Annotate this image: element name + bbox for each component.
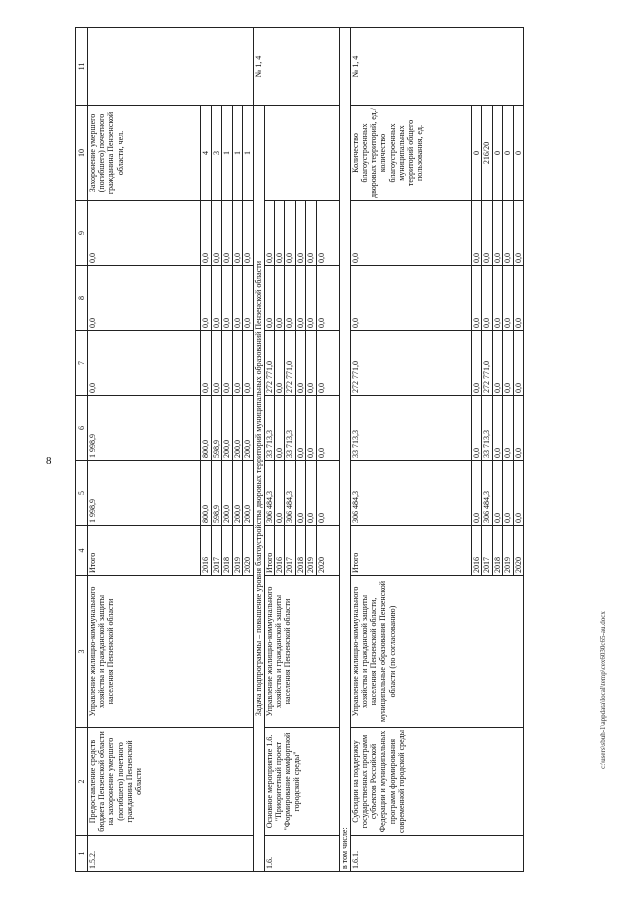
header-cell: 4 [76, 526, 88, 576]
amount-cell: 0,0 [471, 396, 482, 461]
amount-cell: 0,0 [316, 461, 339, 526]
amount-cell: 800,0 [201, 461, 212, 526]
amount-cell: 272 771,0 [482, 331, 493, 396]
header-cell: 7 [76, 331, 88, 396]
amount-cell: 0,0 [274, 331, 285, 396]
amount-cell: 200,0 [222, 396, 233, 461]
amount-cell: 0,0 [316, 331, 339, 396]
indicator-cell: 0 [471, 106, 482, 201]
amount-cell: 0,0 [471, 461, 482, 526]
year-cell: Итого [264, 526, 274, 576]
amount-cell: 0,0 [264, 266, 274, 331]
header-cell: 1 [76, 836, 88, 872]
amount-cell: 0,0 [471, 331, 482, 396]
amount-cell: 0,0 [295, 201, 306, 266]
amount-cell: 0,0 [232, 266, 243, 331]
amount-cell: 0,0 [295, 461, 306, 526]
amount-cell: 1 998,9 [88, 461, 201, 526]
year-cell: 2016 [471, 526, 482, 576]
amount-cell: 200,0 [232, 396, 243, 461]
amount-cell: 0,0 [503, 331, 514, 396]
row-number: 1.6. [264, 836, 339, 872]
amount-cell: 0,0 [222, 201, 233, 266]
amount-cell: 0,0 [350, 266, 471, 331]
indicator-cell [264, 106, 339, 201]
amount-cell: 0,0 [306, 266, 317, 331]
amount-cell: 0,0 [243, 266, 254, 331]
amount-cell: 0,0 [211, 331, 222, 396]
amount-cell: 0,0 [503, 266, 514, 331]
measure-name: Предоставление средств бюджета Пензенской области на захоронение умершего (погибшего) почетного гражданина Пензенской области [88, 728, 254, 836]
amount-cell: 0,0 [211, 266, 222, 331]
amount-cell: 0,0 [316, 396, 339, 461]
amount-cell: 0,0 [513, 201, 524, 266]
amount-cell: 0,0 [285, 266, 296, 331]
amount-cell: 1 998,9 [88, 396, 201, 461]
amount-cell: 0,0 [201, 331, 212, 396]
year-cell: 2016 [201, 526, 212, 576]
amount-cell: 0,0 [482, 266, 493, 331]
amount-cell: 0,0 [492, 331, 503, 396]
year-cell: 2019 [306, 526, 317, 576]
measure-name: Основное мероприятие 1.6. "Приоритетный проект "Формирование комфортной городской среды" [264, 728, 339, 836]
executor: Управление жилищно-коммунального хозяйства и гражданской защиты населения Пензенской области [88, 576, 254, 728]
amount-cell: 0,0 [492, 396, 503, 461]
amount-cell: 0,0 [492, 266, 503, 331]
task-row [253, 28, 264, 872]
year-cell: 2018 [222, 526, 233, 576]
year-cell: 2020 [513, 526, 524, 576]
page-number: 8 [46, 455, 52, 467]
year-cell: 2020 [243, 526, 254, 576]
amount-cell: 0,0 [295, 266, 306, 331]
amount-cell: 0,0 [201, 201, 212, 266]
amount-cell: 272 771,0 [350, 331, 471, 396]
year-cell: 2017 [211, 526, 222, 576]
amount-cell: 0,0 [316, 201, 339, 266]
amount-cell: 306 484,3 [482, 461, 493, 526]
rotated-table-container [75, 28, 605, 872]
amount-cell: 0,0 [232, 331, 243, 396]
amount-cell: 0,0 [513, 331, 524, 396]
amount-cell: 0,0 [222, 331, 233, 396]
header-cell: 11 [76, 28, 88, 106]
amount-cell: 272 771,0 [264, 331, 274, 396]
header-cell: 6 [76, 396, 88, 461]
header-cell: 9 [76, 201, 88, 266]
amount-cell: 306 484,3 [350, 461, 471, 526]
amount-cell: 0,0 [201, 266, 212, 331]
amount-cell: 598,9 [211, 396, 222, 461]
amount-cell: 0,0 [274, 201, 285, 266]
amount-cell: 200,0 [243, 396, 254, 461]
executor: Управление жилищно-коммунального хозяйства и гражданской защиты населения Пензенской области, муниципальные образования Пензенской области (по согласованию) [350, 576, 524, 728]
indicator-cell: 0 [513, 106, 524, 201]
amount-cell: 33 713,3 [285, 396, 296, 461]
amount-cell: 0,0 [285, 201, 296, 266]
year-cell: 2018 [492, 526, 503, 576]
year-cell: 2020 [316, 526, 339, 576]
task-title: Задача подпрограммы – повышение уровня благоустройства дворовых территорий муниципальных образований Пензенской области [253, 106, 264, 872]
amount-cell: 0,0 [316, 266, 339, 331]
indicator-cell: 3 [211, 106, 222, 201]
amount-cell: 0,0 [211, 201, 222, 266]
amount-cell: 0,0 [306, 201, 317, 266]
amount-cell: 200,0 [243, 461, 254, 526]
amount-cell: 33 713,3 [482, 396, 493, 461]
indicator-cell: 4 [201, 106, 212, 201]
amount-cell: 33 713,3 [350, 396, 471, 461]
indicator-cell: 0 [503, 106, 514, 201]
amount-cell: 0,0 [232, 201, 243, 266]
amount-cell: 0,0 [306, 396, 317, 461]
year-cell: 2019 [503, 526, 514, 576]
note-text: в том числе: [339, 28, 350, 872]
amount-cell: 0,0 [471, 266, 482, 331]
amount-cell: 0,0 [306, 461, 317, 526]
task-ref: № 1, 4 [253, 28, 339, 106]
header-cell: 3 [76, 576, 88, 728]
amount-cell: 0,0 [513, 266, 524, 331]
amount-cell: 0,0 [274, 461, 285, 526]
amount-cell: 306 484,3 [264, 461, 274, 526]
year-cell: 2016 [274, 526, 285, 576]
indicator-cell: Количество благоустроенных дворовых территорий, ед./количество благоустроенных муниципальных территорий общего пользования, ед. [350, 106, 471, 201]
header-cell: 2 [76, 728, 88, 836]
amount-cell: 0,0 [243, 331, 254, 396]
amount-cell: 0,0 [88, 266, 201, 331]
indicator-cell: 216/20 [482, 106, 493, 201]
table-row [88, 28, 201, 872]
amount-cell: 0,0 [503, 201, 514, 266]
amount-cell: 33 713,3 [264, 396, 274, 461]
amount-cell: 0,0 [243, 201, 254, 266]
header-cell: 8 [76, 266, 88, 331]
note-row [339, 28, 350, 872]
amount-cell: 0,0 [492, 201, 503, 266]
row-number: 1.5.2. [88, 836, 254, 872]
amount-cell: 0,0 [471, 201, 482, 266]
amount-cell: 0,0 [482, 201, 493, 266]
amount-cell: 0,0 [295, 396, 306, 461]
amount-cell: 800,0 [201, 396, 212, 461]
ref-cell: № 1, 4 [350, 28, 524, 106]
year-cell: Итого [88, 526, 201, 576]
indicator-cell: 1 [243, 106, 254, 201]
header-cell: 10 [76, 106, 88, 201]
amount-cell: 200,0 [222, 461, 233, 526]
header-row [76, 28, 88, 872]
amount-cell: 0,0 [492, 461, 503, 526]
amount-cell: 200,0 [232, 461, 243, 526]
program-table [75, 27, 524, 872]
amount-cell: 0,0 [88, 201, 201, 266]
year-cell: 2017 [482, 526, 493, 576]
amount-cell: 598,9 [211, 461, 222, 526]
ref-cell [88, 28, 254, 106]
amount-cell: 0,0 [222, 266, 233, 331]
indicator-cell: 1 [232, 106, 243, 201]
year-cell: 2019 [232, 526, 243, 576]
year-cell: Итого [350, 526, 471, 576]
amount-cell: 0,0 [350, 201, 471, 266]
amount-cell: 272 771,0 [285, 331, 296, 396]
amount-cell: 0,0 [295, 331, 306, 396]
amount-cell: 306 484,3 [285, 461, 296, 526]
amount-cell: 0,0 [88, 331, 201, 396]
amount-cell: 0,0 [306, 331, 317, 396]
indicator-cell: Захоронение умершего (погибшего) почетного гражданина Пензенской области, чел. [88, 106, 201, 201]
row-number: 1.6.1. [350, 836, 524, 872]
amount-cell: 0,0 [264, 201, 274, 266]
measure-name: Субсидии на поддержку государственных программ субъектов Российской Федерации и муниципальных программ формирования современной городской среды [350, 728, 524, 836]
header-cell: 5 [76, 461, 88, 526]
year-cell: 2018 [295, 526, 306, 576]
executor: Управление жилищно-коммунального хозяйства и гражданской защиты населения Пензенской области [264, 576, 339, 728]
indicator-cell: 1 [222, 106, 233, 201]
amount-cell: 0,0 [274, 396, 285, 461]
table-row [264, 28, 274, 872]
amount-cell: 0,0 [503, 461, 514, 526]
footer-file-path: c:\users\sbuh-1\appdata\local\temp\cex6030c65-au.docx [599, 611, 607, 769]
indicator-cell: 0 [492, 106, 503, 201]
amount-cell: 0,0 [513, 461, 524, 526]
amount-cell: 0,0 [274, 266, 285, 331]
table-row [350, 28, 471, 872]
amount-cell: 0,0 [513, 396, 524, 461]
year-cell: 2017 [285, 526, 296, 576]
amount-cell: 0,0 [503, 396, 514, 461]
